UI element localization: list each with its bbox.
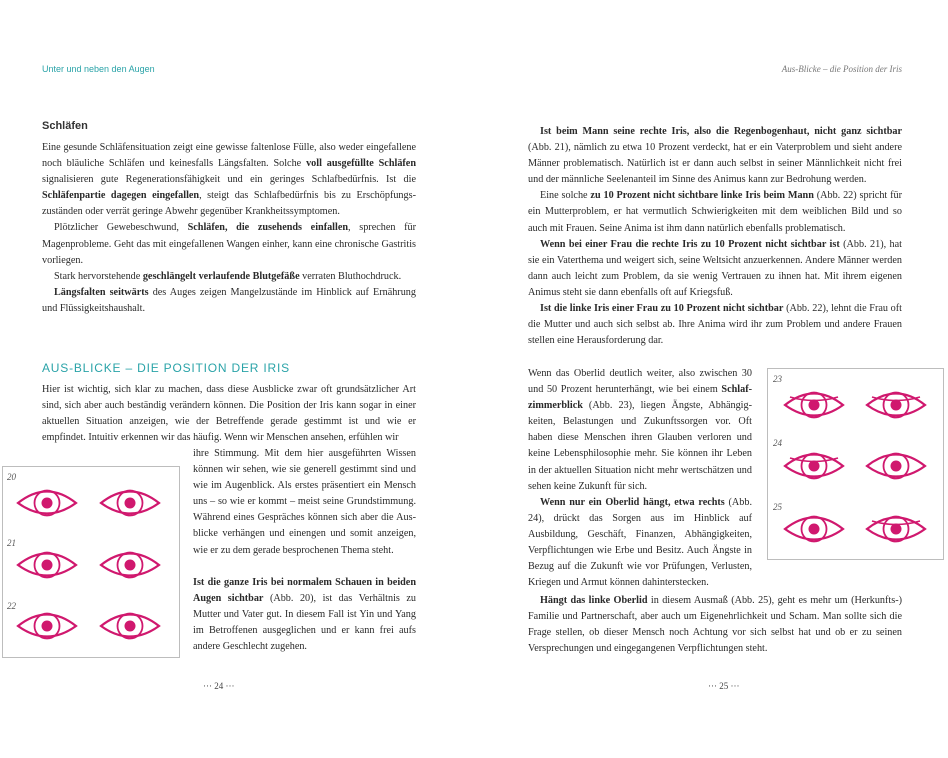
intro-paragraph xyxy=(42,382,416,446)
paragraph: Ist beim Mann seine rechte Iris, also die Regenbogenhaut, nicht ganz sichtbar (Abb. 21), nämlich zu etwa 10 Prozent verdeckt, hat er ein Vaterproblem und sieht andere Männer problematisch. Natürlich ist er dann auch selbst in seiner Männlichkeit nicht frei und der männliche Seelenanteil im Sinne des Animus kann zur Bedrohung werden. xyxy=(528,126,902,186)
paragraph: Wenn das Oberlid deutlich weiter, also zwischen 30 und 50 Prozent herunterhängt, wie bei einem Schlafzimmerblick (Abb. 23), liegen Ängste, Abhängigkeiten, Belastungen und Zukunftssorgen vor. Oft haben diese Menschen ihren Glauben verloren und keine Lebensphilosophie mehr. Sie können ihr Leben in der aktuellen Situation nicht mehr wertschätzen und sehen keine Zukunft für sich. xyxy=(528,368,752,492)
schlaefen-text-block xyxy=(42,140,416,317)
eye-icon xyxy=(18,614,76,639)
paragraph: Hängt das linke Oberlid in diesem Ausmaß (Abb. 25), geht es mehr um (Herkunfts-) Familie und Partnerschaft, aber auch um Eigenehrlichkeit und Scham. Man sollte sich die Frage stellen, ob dieser Mensch noch Achtung vor sich selbst hat und ob er zu seinen Versprechungen und eingegangenen Verpflichtungen steht. xyxy=(528,595,902,655)
figure-label-21: 21 xyxy=(7,538,16,548)
paragraph: Ist die linke Iris einer Frau zu 10 Prozent nicht sichtbar (Abb. 22), lehnt die Frau oft die Mutter und auch sich selbst ab. Ihre Anima wird ihr zum Problem und andere Frauen stellen eine Herausforderung dar. xyxy=(528,303,902,347)
figure-label-24: 24 xyxy=(773,438,782,448)
paragraph: Wenn nur ein Oberlid hängt, etwa rechts (Abb. 24), drückt das Sorgen aus im Hinblick auf Ausbildung, Geschäft, Finanzen, Abhängigkeiten, Verpflichtungen wie Erbe und Besitz. Auch Ängste in Bezug auf die Zukunft wie vor Prüfungen, Verlusten, Kriegen und Armut können dahinterstecken. xyxy=(528,496,753,589)
paragraph: Längsfalten seitwärts des Auges zeigen Mangelzustände im Hinblick auf Ernährung und Flüssigkeitshaushalt. xyxy=(42,286,416,314)
paragraph: Stark hervorstehende geschlängelt verlaufende Blutgefäße verraten Bluthochdruck. xyxy=(54,270,402,282)
eye-icon xyxy=(785,517,843,542)
figure-box-20-22 xyxy=(2,466,180,658)
paragraph: Eine solche zu 10 Prozent nicht sichtbare linke Iris beim Mann (Abb. 22) spricht für ein Mutterproblem, er hat vermutlich Schwierigkeiten mit dem weiblichen Bild und so auch mit Frauen. Seine Anima ist ihm dann natürlich ebenfalls problematisch. xyxy=(528,190,902,234)
eye-icon xyxy=(785,393,843,418)
figure-label-22: 22 xyxy=(7,601,16,611)
paragraph: Plötzlicher Gewebeschwund, Schläfen, die zusehends einfallen, sprechen für Magenprobleme. Geht das mit eingefallenen Wangen einher, kann eine chronische Gastritis vorliegen. xyxy=(42,222,416,266)
eye-figures-right xyxy=(768,369,943,559)
subheading-schlaefen: Schläfen xyxy=(42,120,88,132)
page-number-left: ··· 24 ··· xyxy=(203,681,235,691)
figure-label-23: 23 xyxy=(773,374,782,384)
figure-box-23-25 xyxy=(767,368,944,560)
eye-icon xyxy=(867,393,925,418)
paragraph: ihre Stimmung. Mit dem hier ausgeführten Wissen können wir sehen, wie sie generell gestimmt sind und wie im Augenblick. Als erstes präsentiert ein Mensch uns – so wie er kommt – meist seine Grundstimmung. Während eines Gespräches können sich aber die Ausblicke verhängen und einengen und somit anzeigen, wie er zu dem gerade besprochenen Thema steht. xyxy=(193,448,416,556)
eye-icon xyxy=(101,553,159,578)
running-header-left: Unter und neben den Augen xyxy=(42,64,155,74)
eye-icon xyxy=(785,454,843,479)
right-text-beside-figure xyxy=(528,366,752,591)
page-number-right: ··· 25 ··· xyxy=(708,681,740,691)
eye-figures-left xyxy=(3,467,179,657)
section-title: AUS-BLICKE – DIE POSITION DER IRIS xyxy=(42,361,290,375)
eye-icon xyxy=(18,553,76,578)
beside-figure-text xyxy=(193,446,416,655)
paragraph: Ist die ganze Iris bei normalem Schauen in beiden Augen sichtbar (Abb. 20), ist das Verhältnis zu Mutter und Vater gut. In diesem Fall ist Yin und Yang im Betroffenen ausgeglichen und er kann frei aufs andere Geschlecht zugehen. xyxy=(193,576,416,653)
paragraph: Wenn bei einer Frau die rechte Iris zu 10 Prozent nicht sichtbar ist (Abb. 21), hat sie ein Vaterthema und weigert sich, seine Weltsicht anzuerkennen. Andere Männer werden dann auch leicht zum Problem, da sie wenig Vertrauen zu ihnen hat. Mit ihrem eigenen Animus steht sie dann ebenfalls oft auf Kriegsfuß. xyxy=(528,238,902,298)
paragraph: Eine gesunde Schläfensituation zeigt eine gewisse faltenlose Fülle, also weder eingefallene noch bläuliche Schläfen und keinesfalls Längsfalten. Solche voll ausgefüllte Schläfen signalisieren gute Regenerationsfähigkeit und ein geringes Schlafbedürfnis. Ist die Schläfenpartie dagegen eingefallen, steigt das Schlafbedürfnis bis zu Erschöpfungszuständen oder verrät geringe Abwehr gegenüber Krankheitssymptomen. xyxy=(42,142,416,218)
eye-icon xyxy=(101,614,159,639)
figure-label-25: 25 xyxy=(773,502,782,512)
eye-icon xyxy=(101,491,159,516)
right-text-block-top xyxy=(528,124,902,349)
right-text-block-bottom xyxy=(528,593,902,657)
eye-icon xyxy=(867,517,925,542)
figure-label-20: 20 xyxy=(7,472,16,482)
eye-icon xyxy=(18,491,76,516)
eye-icon xyxy=(867,454,925,479)
running-header-right: Aus-Blicke – die Position der Iris xyxy=(781,64,902,74)
paragraph: Hier ist wichtig, sich klar zu machen, dass diese Ausblicke zwar oft grundsätzlicher Art sind, sich aber auch beständig verändern können. Die Position der Iris kann sogar in einer aktuellen Situation anzeigen, wie der Betreffende gerade gestimmt ist und wie er empfindet. Intuitiv erkennen wir das häufig. Wenn wir Menschen ansehen, erfühlen wir xyxy=(42,384,416,444)
